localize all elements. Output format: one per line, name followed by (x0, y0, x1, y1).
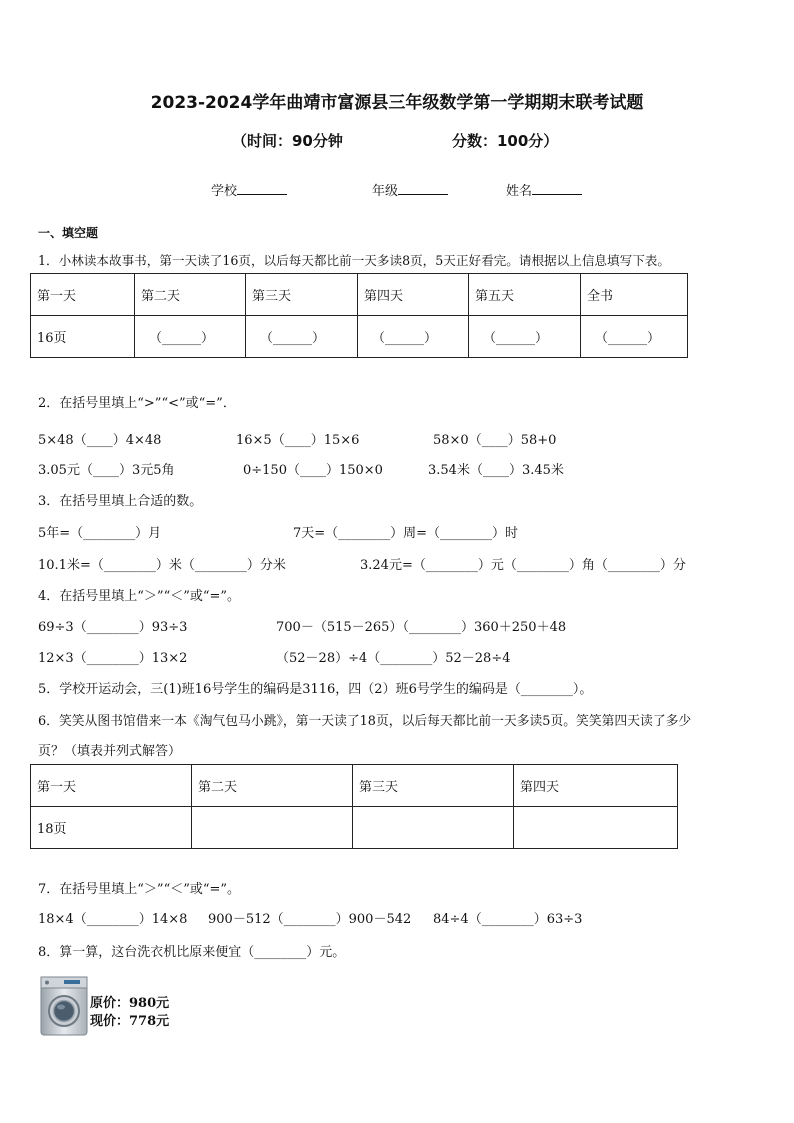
q1-header: 第二天 (135, 274, 246, 316)
q3-item[interactable]: 3.24元=（________）元（________）角（________）分 (360, 558, 686, 573)
name-field[interactable] (506, 180, 582, 199)
original-price: 原价：980元 (90, 996, 170, 1011)
q1-answer-blank[interactable]: （______） (246, 316, 358, 358)
q6-header: 第二天 (192, 765, 353, 807)
q1-answer-blank[interactable]: （______） (358, 316, 469, 358)
grade-label: 年级 (372, 184, 399, 199)
question-4: 4．在括号里填上“＞”“＜”或“=”。 (38, 589, 241, 604)
q4-item[interactable]: 12×3（________）13×2 (38, 651, 188, 666)
q1-table (30, 273, 688, 358)
q6-header: 第三天 (353, 765, 514, 807)
page-title: 2023-2024学年曲靖市富源县三年级数学第一学期期末联考试题 (150, 93, 644, 113)
question-6-cont: 页？（填表并列式解答） (38, 744, 182, 759)
q3-item[interactable]: 7天=（________）周=（________）时 (293, 526, 519, 541)
question-3: 3．在括号里填上合适的数。 (38, 494, 203, 509)
exam-score: 分数：100分） (452, 132, 559, 150)
q2-item[interactable]: 58×0（____）58+0 (433, 433, 557, 448)
section-heading: 一、填空题 (38, 226, 99, 240)
q4-item[interactable]: （52－28）÷4（________）52－28÷4 (276, 651, 511, 666)
question-6: 6．笑笑从图书馆借来一本《淘气包马小跳》，第一天读了18页，以后每天都比前一天多读5页。笑笑第四天读了多少 (38, 714, 692, 729)
q2-item[interactable]: 16×5（____）15×6 (236, 433, 360, 448)
q2-item[interactable]: 5×48（____）4×48 (38, 433, 162, 448)
question-1: 1．小林读本故事书，第一天读了16页，以后每天都比前一天多读8页，5天正好看完。请根据以上信息填写下表。 (38, 253, 670, 268)
q1-answer-blank[interactable]: （______） (581, 316, 688, 358)
q2-item[interactable]: 3.54米（____）3.45米 (428, 463, 564, 478)
question-8[interactable]: 8．算一算，这台洗衣机比原来便宜（________）元。 (38, 945, 346, 960)
q1-header: 全书 (581, 274, 688, 316)
q1-header: 第三天 (246, 274, 358, 316)
name-label: 姓名 (506, 184, 533, 199)
question-2: 2．在括号里填上“>”“<”或“=”． (38, 396, 236, 411)
q7-item[interactable]: 84÷4（________）63÷3 (433, 912, 583, 927)
question-5[interactable]: 5．学校开运动会，三(1)班16号学生的编码是3116，四（2）班6号学生的编码是（________）。 (38, 682, 593, 697)
q6-header: 第四天 (514, 765, 678, 807)
q6-answer-cell[interactable] (514, 807, 678, 849)
q3-item[interactable]: 10.1米=（________）米（________）分米 (38, 558, 286, 573)
q7-item[interactable]: 18×4（________）14×8 (38, 912, 188, 927)
washing-machine-icon (38, 974, 90, 1038)
q1-header: 第五天 (469, 274, 581, 316)
school-label: 学校 (211, 184, 238, 199)
current-price: 现价：778元 (90, 1014, 170, 1029)
exam-time: （时间：90分钟 (232, 132, 343, 150)
q4-item[interactable]: 69÷3（________）93÷3 (38, 620, 188, 635)
q2-item[interactable]: 0÷150（____）150×0 (243, 463, 383, 478)
q1-cell: 16页 (31, 316, 135, 358)
q1-header: 第一天 (31, 274, 135, 316)
q2-item[interactable]: 3.05元（____）3元5角 (38, 463, 175, 478)
q7-item[interactable]: 900－512（________）900－542 (208, 912, 412, 927)
q4-item[interactable]: 700－（515－265）（________）360＋250＋48 (276, 620, 567, 635)
q1-header: 第四天 (358, 274, 469, 316)
q6-table (30, 764, 678, 849)
q6-answer-cell[interactable] (353, 807, 514, 849)
q6-header: 第一天 (31, 765, 192, 807)
q1-answer-blank[interactable]: （______） (469, 316, 581, 358)
q6-answer-cell[interactable] (192, 807, 353, 849)
q6-cell: 18页 (31, 807, 192, 849)
question-7: 7．在括号里填上“＞”“＜”或“=”。 (38, 882, 241, 897)
q1-answer-blank[interactable]: （______） (135, 316, 246, 358)
school-field[interactable] (211, 180, 287, 199)
grade-field[interactable] (372, 180, 448, 199)
q3-item[interactable]: 5年=（________）月 (38, 526, 162, 541)
